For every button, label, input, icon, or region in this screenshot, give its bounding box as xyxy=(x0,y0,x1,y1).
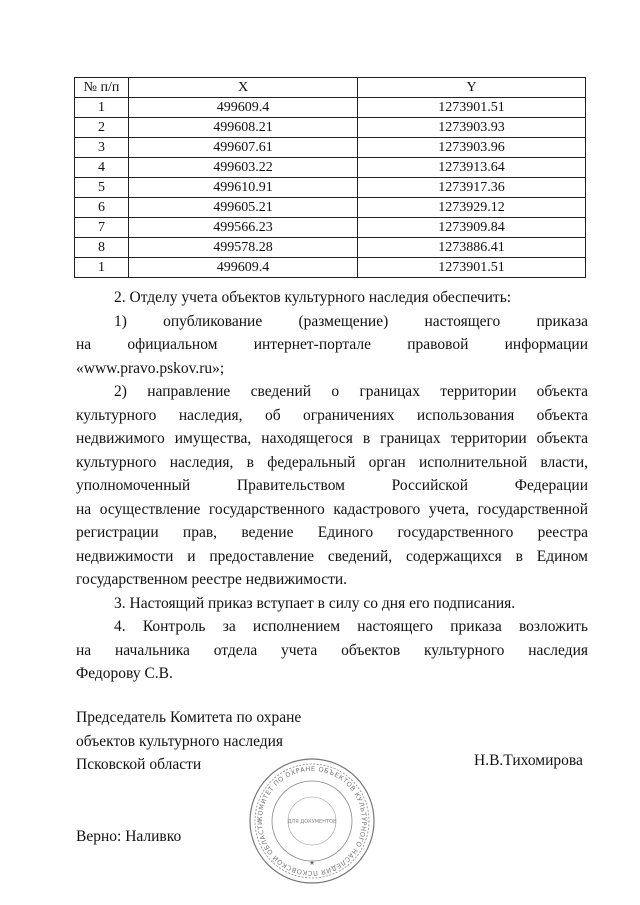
cell-y: 1273929.12 xyxy=(358,198,586,218)
cell-x: 499607.61 xyxy=(129,138,358,158)
coordinates-table xyxy=(74,77,586,278)
cell-number: 4 xyxy=(75,158,129,178)
cell-x: 499608.21 xyxy=(129,118,358,138)
cell-number: 3 xyxy=(75,138,129,158)
paragraph-2-item2-line8: недвижимости и предоставление сведений, содержащихся в Едином xyxy=(76,547,588,565)
table-row xyxy=(75,238,586,258)
cell-number: 2 xyxy=(75,118,129,138)
seal-ring-text: КОМИТЕТ ПО ОХРАНЕ ОБЪЕКТОВ КУЛЬТУРНОГО НАСЛЕДИЯ ПСКОВСКОЙ ОБЛАСТИ xyxy=(255,764,369,878)
paragraph-4-line2: на начальника отдела учета объектов культурного наследия xyxy=(76,641,588,659)
table-row xyxy=(75,198,586,218)
certified-copy-note: Верно: Наливко xyxy=(76,828,182,845)
table-row xyxy=(75,98,586,118)
paragraph-3: 3. Настоящий приказ вступает в силу со дня его подписания. xyxy=(114,594,516,612)
seal-star-icon: ★ xyxy=(308,859,316,867)
paragraph-2-item1-line1: 1) опубликование (размещение) настоящего приказа xyxy=(114,312,588,330)
paragraph-2-item2-line7: регистрации прав, ведение Единого государственного реестра xyxy=(76,524,588,541)
order-body xyxy=(76,286,588,686)
table-header-row xyxy=(75,78,586,98)
cell-y: 1273901.51 xyxy=(358,258,586,278)
signature-title-line2: объектов культурного наследия xyxy=(76,732,284,750)
cell-number: 5 xyxy=(75,178,129,198)
official-seal-stamp xyxy=(248,757,376,885)
column-header-number: № п/п xyxy=(75,78,129,98)
cell-x: 499578.28 xyxy=(129,238,358,258)
signature-title-line1: Председатель Комитета по охране xyxy=(76,709,302,726)
table-row xyxy=(75,178,586,198)
table-row xyxy=(75,158,586,178)
cell-x: 499609.4 xyxy=(129,258,358,278)
cell-number: 7 xyxy=(75,218,129,238)
cell-number: 8 xyxy=(75,238,129,258)
paragraph-4-line1: 4. Контроль за исполнением настоящего приказа возложить xyxy=(114,618,588,635)
table-row xyxy=(75,218,586,238)
paragraph-2-item2-line2: культурного наследия, об ограничениях использования объекта xyxy=(76,406,588,424)
cell-x: 499610.91 xyxy=(129,178,358,198)
cell-y: 1273903.96 xyxy=(358,138,586,158)
cell-number: 1 xyxy=(75,98,129,118)
cell-x: 499609.4 xyxy=(129,98,358,118)
cell-y: 1273886.41 xyxy=(358,238,586,258)
table-row xyxy=(75,258,586,278)
paragraph-2-item2-line6: на осуществление государственного кадастрового учета, государственной xyxy=(76,500,588,518)
signatory-name: Н.В.Тихомирова xyxy=(474,752,583,769)
table-row xyxy=(75,138,586,158)
column-header-y: Y xyxy=(358,78,586,98)
cell-y: 1273903.93 xyxy=(358,118,586,138)
cell-y: 1273917.36 xyxy=(358,178,586,198)
paragraph-2-intro: 2. Отделу учета объектов культурного наследия обеспечить: xyxy=(114,289,512,306)
cell-y: 1273901.51 xyxy=(358,98,586,118)
cell-y: 1273909.84 xyxy=(358,218,586,238)
paragraph-2-item2-line4: культурного наследия, в федеральный орган исполнительной власти, xyxy=(76,453,588,471)
table-row xyxy=(75,118,586,138)
seal-center-text: ДЛЯ ДОКУМЕНТОВ xyxy=(287,819,337,825)
cell-x: 499603.22 xyxy=(129,158,358,178)
cell-x: 499566.23 xyxy=(129,218,358,238)
paragraph-4-line3: Федорову С.В. xyxy=(76,665,173,682)
paragraph-2-item1-line3: «www.pravo.pskov.ru»; xyxy=(76,359,225,377)
paragraph-2-item2-line3: недвижимого имущества, находящегося в границах территории объекта xyxy=(76,430,588,447)
cell-y: 1273913.64 xyxy=(358,158,586,178)
cell-number: 1 xyxy=(75,258,129,278)
paragraph-2-item2-line9: государственном реестре недвижимости. xyxy=(76,571,348,588)
column-header-x: X xyxy=(129,78,358,98)
paragraph-2-item1-line2: на официальном интернет-портале правовой информации xyxy=(76,336,588,353)
signature-title-line3: Псковской области xyxy=(76,756,202,773)
paragraph-2-item2-line5: уполномоченный Правительством Российской Федерации xyxy=(76,477,588,494)
cell-x: 499605.21 xyxy=(129,198,358,218)
cell-number: 6 xyxy=(75,198,129,218)
paragraph-2-item2-line1: 2) направление сведений о границах территории объекта xyxy=(114,383,588,400)
